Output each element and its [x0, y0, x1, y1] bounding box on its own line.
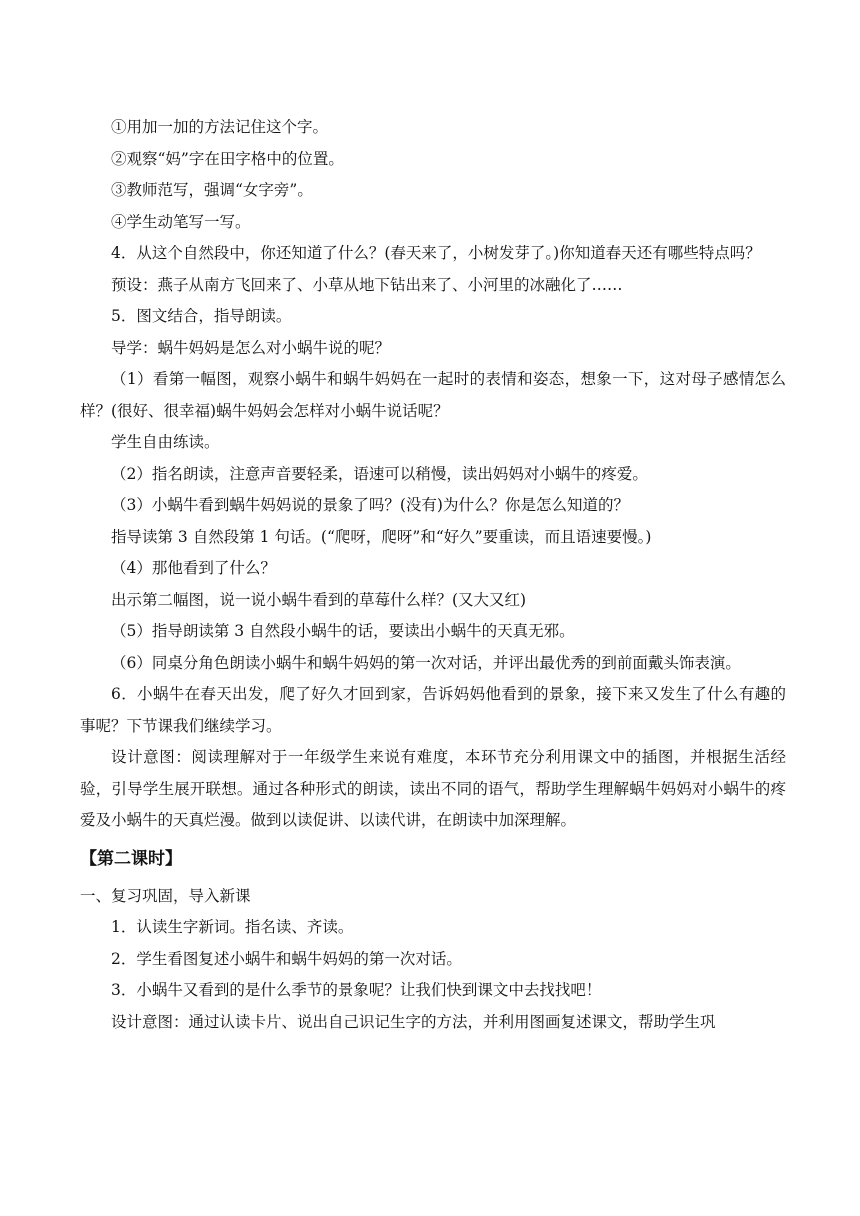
- paragraph: （2）指名朗读，注意声音要轻柔，语速可以稍慢，读出妈妈对小蜗牛的疼爱。: [111, 464, 648, 483]
- paragraph: ④学生动笔写一写。: [111, 212, 251, 231]
- section-title: 一、复习巩固，导入新课: [80, 886, 251, 905]
- paragraph: （3）小蜗牛看到蜗牛妈妈说的景象了吗？(没有)为什么？你是怎么知道的？: [111, 496, 629, 514]
- paragraph: 出示第二幅图，说一说小蜗牛看到的草莓什么样？(又大又红): [111, 590, 527, 609]
- paragraph: （1）看第一幅图，观察小蜗牛和蜗牛妈妈在一起时的表情和姿态，想象一下，这对母子感情怎么样？(很好、很幸福)蜗牛妈妈会怎样对小蜗牛说话呢？: [80, 370, 786, 420]
- paragraph: 5．图文结合，指导朗读。: [111, 307, 292, 325]
- paragraph: 设计意图：通过认读卡片、说出自己识记生字的方法，并利用图画复述课文，帮助学生巩: [111, 1012, 716, 1031]
- paragraph: 2．学生看图复述小蜗牛和蜗牛妈妈的第一次对话。: [111, 949, 462, 968]
- paragraph: （4）那他看到了什么？: [111, 559, 276, 577]
- paragraph: ②观察“妈”字在田字格中的位置。: [111, 149, 344, 168]
- paragraph: （5）指导朗读第 3 自然段小蜗牛的话，要读出小蜗牛的天真无邪。: [111, 622, 575, 640]
- document-body: [80, 112, 786, 1038]
- paragraph: 3．小蜗牛又看到的是什么季节的景象呢？让我们快到课文中去找找吧！: [111, 981, 602, 999]
- paragraph: 学生自由练读。: [111, 433, 220, 451]
- paragraph: ③教师范写，强调“女字旁”。: [111, 181, 313, 199]
- paragraph: 1．认读生字新词。指名读、齐读。: [111, 918, 354, 936]
- paragraph: 4．从这个自然段中，你还知道了什么？(春天来了，小树发芽了。)你知道春天还有哪些特点吗？: [111, 244, 761, 262]
- paragraph: ①用加一加的方法记住这个字。: [111, 118, 329, 136]
- paragraph: 6．小蜗牛在春天出发，爬了好久才回到家，告诉妈妈他看到的景象，接下来又发生了什么有趣的事呢？下节课我们继续学习。: [80, 685, 786, 735]
- lesson-heading: 【第二课时】: [80, 848, 182, 869]
- paragraph: 指导读第 3 自然段第 1 句话。(“爬呀，爬呀”和“好久”要重读，而且语速要慢。): [111, 527, 652, 546]
- paragraph: 设计意图：阅读理解对于一年级学生来说有难度，本环节充分利用课文中的插图，并根据生活经验，引导学生展开联想。通过各种形式的朗读，读出不同的语气，帮助学生理解蜗牛妈妈对小蜗牛的疼爱及小蜗牛的天真烂漫。做到以读促讲、以读代讲，在朗读中加深理解。: [80, 748, 786, 829]
- paragraph: 导学：蜗牛妈妈是怎么对小蜗牛说的呢？: [111, 338, 391, 357]
- paragraph: 预设：燕子从南方飞回来了、小草从地下钻出来了、小河里的冰融化了……: [111, 275, 623, 294]
- paragraph: （6）同桌分角色朗读小蜗牛和蜗牛妈妈的第一次对话，并评出最优秀的到前面戴头饰表演。: [111, 653, 741, 672]
